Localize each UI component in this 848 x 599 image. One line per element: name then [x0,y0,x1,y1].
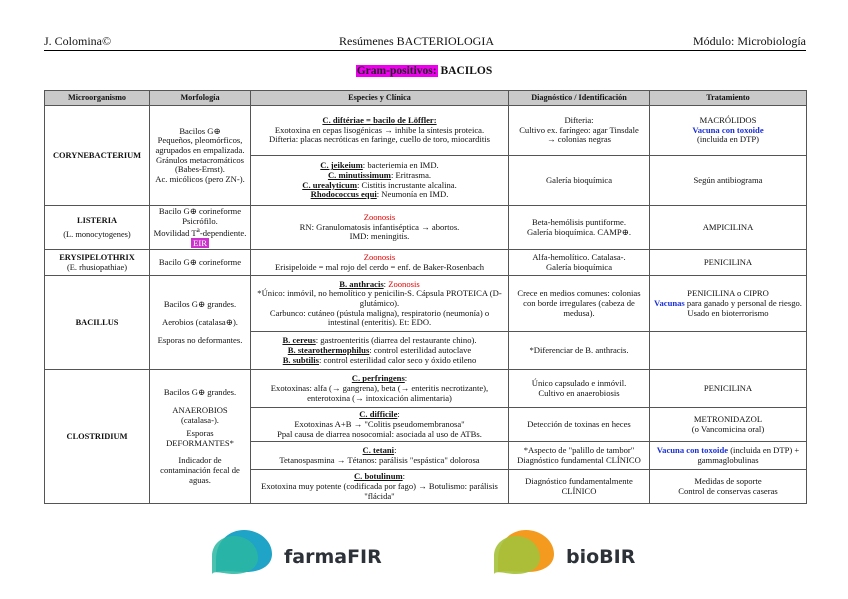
biobir-text: bioBIR [566,546,636,568]
table-row [45,206,807,250]
species-cell: C. diftériae = bacilo de Löffler: Exotoxina en cepas lisogénicas → inhibe la síntesis proteica. Difteria: placas necróticas en faringe, cuello de toro, miocarditis [251,106,509,156]
morphology-cell: Bacilos G⊕ grandes. ANAEROBIOS (catalasa-). Esporas DEFORMANTES* Indicador de contaminación fecal de aguas. [150,370,251,504]
morphology-cell: Bacilos G⊕ grandes. Aerobios (catalasa⊕). Esporas no deformantes. [150,276,251,370]
diagnosis-cell: Difteria: Cultivo ex. faríngeo: agar Tinsdale → colonias negras [509,106,650,156]
species-cell: Zoonosis RN: Granulomatosis infantiséptica → abortos. IMD: meningitis. [251,206,509,250]
species-cell: C. perfringens: Exotoxinas: alfa (→ gangrena), beta (→ enteritis necrotizante), enterotoxina (→ intoxicación alimentaria) [251,370,509,408]
treatment-cell: PENICILINA o CIPRO Vacunas para ganado y personal de riesgo. Usado en bioterrorismo [650,276,807,332]
organism-cell: CORYNEBACTERIUM [45,106,150,206]
table-header-row [45,91,807,106]
species-cell: C. botulinum: Exotoxina muy potente (codificada por fago) → Botulismo: parálisis "flácida" [251,470,509,504]
table-row [45,106,807,156]
diagnosis-cell: Crece en medios comunes: colonias con borde irregulares (cabeza de medusa). [509,276,650,332]
col-header: Especies y Clínica [251,91,509,106]
species-cell: C. difficile: Exotoxinas A+B → "Colitis pseudomembranosa" Ppal causa de diarrea nosocomial: asociada al uso de ATBs. [251,408,509,442]
author: J. Colomina© [44,34,112,48]
diagnosis-cell: *Aspecto de "palillo de tambor" Diagnóstico fundamental CLÍNICO [509,442,650,470]
organism-cell: CLOSTRIDIUM [45,370,150,504]
species-cell: C. jeikeium: bacteriemia en IMD. C. minutissimum: Eritrasma. C. urealyticum: Cistitis incrustante alcalina. Rhodococcus equi: Neumonía en IMD. [251,156,509,206]
title-text: BACILOS [440,65,493,77]
bacilli-table [44,90,807,504]
diagnosis-cell: Detección de toxinas en heces [509,408,650,442]
table-row [45,370,807,408]
treatment-cell: AMPICILINA [650,206,807,250]
morphology-cell: Bacilos G⊕ Pequeños, pleomórficos, agrupados en empalizada. Gránulos metacromáticos (Babes-Ernst). Ac. micólicos (pero ZN-). [150,106,251,206]
species-cell: Zoonosis Erisipeloide = mal rojo del cerdo = enf. de Baker-Rosenbach [251,250,509,276]
treatment-cell: MACRÓLIDOS Vacuna con toxoide (incluida en DTP) [650,106,807,156]
title-highlight: Gram-positivos: [356,65,437,77]
diagnosis-cell: Beta-hemólisis puntiforme. Galería bioquímica. CAMP⊕. [509,206,650,250]
eir-badge: EIR [193,237,207,248]
morphology-cell: Bacilo G⊕ corineforme Psicrófilo. Movilidad $T^a$-dependiente. EIR [150,206,251,250]
col-header: Tratamiento [650,91,807,106]
col-header: Morfología [150,91,251,106]
col-header: Microorganismo [45,91,150,106]
biobir-logo [492,525,635,575]
morphology-cell: Bacilo G⊕ corineforme [150,250,251,276]
section-title [0,65,848,77]
diagnosis-cell: Alfa-hemolítico. Catalasa-. Galería bioquímica [509,250,650,276]
page-header [44,34,806,50]
species-name: C. diftériae = bacilo de Löffler: [322,115,437,126]
biobir-bubble-icon [492,526,560,574]
species-cell: C. tetani: Tetanospasmina → Tétanos: parálisis "espástica" dolorosa [251,442,509,470]
treatment-cell: Medidas de soporte Control de conservas caseras [650,470,807,504]
module: Módulo: Microbiología [693,34,806,48]
organism-cell: ERYSIPELOTHRIX (E. rhusiopathiae) [45,250,150,276]
diagnosis-cell: Galería bioquímica [509,156,650,206]
organism-cell: BACILLUS [45,276,150,370]
species-cell: B. cereus: gastroenteritis (diarrea del restaurante chino). B. stearothermophilus: control esterilidad autoclave B. subtilis: control esterilidad calor seco y óxido etileno [251,332,509,370]
treatment-cell: PENICILINA [650,370,807,408]
doc-title: Resúmenes BACTERIOLOGIA [339,34,494,48]
species-cell: B. anthracis: Zoonosis *Único: inmóvil, no hemolítico y penicilin-S. Cápsula PROTEICA (D-glutámico). Carbunco: cutáneo (pústula maligna), respiratorio (neumonía) o intestinal (enteritis). Et: EDO. [251,276,509,332]
table-row [45,250,807,276]
farmafir-text: farmaFIR [284,546,382,568]
farmafir-bubble-icon [210,526,278,574]
table-row [45,276,807,332]
treatment-cell: Según antibiograma [650,156,807,206]
treatment-cell: PENICILINA [650,250,807,276]
treatment-cell: METRONIDAZOL (o Vancomicina oral) [650,408,807,442]
treatment-cell: Vacuna con toxoide (incluida en DTP) + gammaglobulinas [650,442,807,470]
header-rule [44,50,806,51]
diagnosis-cell: *Diferenciar de B. anthracis. [509,332,650,370]
organism-cell: LISTERIA (L. monocytogenes) [45,206,150,250]
diagnosis-cell: Diagnóstico fundamentalmente CLÍNICO [509,470,650,504]
col-header: Diagnóstico / Identificación [509,91,650,106]
diagnosis-cell: Único capsulado e inmóvil. Cultivo en anaerobiosis [509,370,650,408]
farmafir-logo [210,525,382,575]
treatment-cell [650,332,807,370]
